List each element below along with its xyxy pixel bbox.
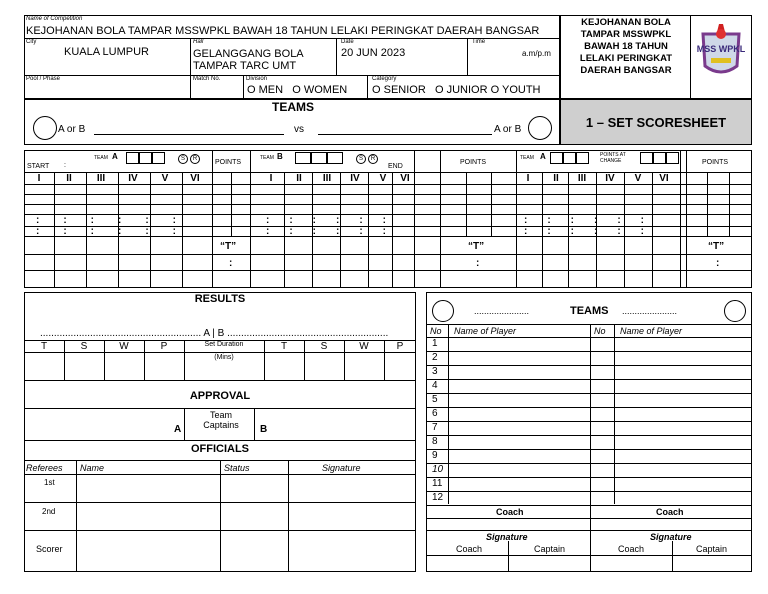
roster-teams-title: TEAMS — [570, 305, 609, 317]
divider — [250, 150, 251, 288]
approval-title: APPROVAL — [189, 390, 251, 402]
divider — [336, 38, 337, 75]
scorer-label: Scorer — [36, 544, 63, 554]
roster-player-label-b: Name of Player — [620, 326, 683, 336]
hall-value-line2[interactable]: TAMPAR TARC UMT — [193, 60, 297, 72]
team-b-label: TEAM — [260, 155, 274, 161]
second-referee-label: 2nd — [42, 507, 56, 516]
city-value[interactable]: KUALA LUMPUR — [64, 46, 149, 58]
pos-5-b: V — [379, 173, 387, 184]
team-b-box-2[interactable] — [311, 152, 327, 164]
divider — [467, 38, 468, 75]
roster-row-number: 9 — [432, 450, 438, 461]
divider — [516, 150, 517, 288]
approval-b: B — [260, 424, 268, 435]
divider — [426, 505, 752, 506]
colon-markers-row3: :::::: — [266, 215, 406, 226]
colon-markers-row2: :::::: — [36, 226, 200, 237]
set-duration-label: Set Duration — [204, 341, 244, 348]
start-colon: : — [64, 162, 66, 169]
col-s-b: S — [320, 341, 328, 352]
colon-markers-row1: :::::: — [36, 215, 200, 226]
team-captains-label: Team Captains — [203, 410, 239, 430]
officials-title: OFFICIALS — [190, 443, 250, 455]
col-p-b: P — [396, 341, 404, 352]
roster-captain-b: Captain — [696, 544, 728, 554]
divider — [426, 351, 752, 352]
team-right-line[interactable] — [318, 134, 492, 135]
pos-6-b: VI — [400, 173, 410, 184]
divider — [76, 460, 77, 572]
divider — [508, 541, 509, 572]
divider — [243, 75, 244, 99]
status-label: Status — [224, 463, 250, 473]
competition-label: Name of Competition — [26, 16, 83, 22]
divider — [426, 435, 752, 436]
team-right-circle[interactable] — [528, 116, 552, 140]
divider — [24, 270, 752, 271]
match-label: Match No. — [193, 76, 221, 82]
pos-5-a: V — [161, 173, 169, 184]
roster-row-number: 3 — [432, 366, 438, 377]
divider — [729, 172, 730, 236]
results-ab-row: .......................................................... A | B .......................................................... — [40, 328, 389, 339]
divider — [426, 379, 752, 380]
event-title: KEJOHANAN BOLA TAMPAR MSSWPKL BAWAH 18 TAHUN LELAKI PERINGKAT DAERAH BANGSAR — [579, 17, 673, 76]
roster-row-number: 6 — [432, 408, 438, 419]
roster-teams-dots-left: ...................... — [474, 306, 530, 316]
pos-2-b: II — [296, 173, 302, 184]
receive-mark-b[interactable]: R — [368, 154, 378, 164]
divider — [426, 555, 752, 556]
divider — [24, 184, 752, 185]
timeout-colon-c: : — [716, 258, 720, 269]
roster-left-circle[interactable] — [432, 300, 454, 322]
results-title: RESULTS — [194, 293, 246, 305]
pos-6-c: VI — [659, 173, 669, 184]
team-a-box-3[interactable] — [152, 152, 165, 164]
roster-row-number: 1 — [432, 338, 438, 349]
divider — [426, 421, 752, 422]
pos-3-c: III — [577, 173, 587, 184]
change-box-2[interactable] — [653, 152, 666, 164]
roster-row-number: 10 — [432, 464, 444, 475]
divider — [426, 324, 752, 325]
divider — [672, 541, 673, 572]
pos-6-a: VI — [190, 173, 200, 184]
roster-no-label-b: No — [594, 326, 606, 336]
divider — [254, 408, 255, 440]
pos-3-a: III — [96, 173, 106, 184]
division-options[interactable]: O MEN O WOMEN — [247, 84, 348, 96]
divider — [426, 518, 752, 519]
timeout-mark-a: “T” — [220, 241, 237, 252]
ab-right-label: A or B — [494, 124, 522, 135]
pos-4-a: IV — [128, 173, 138, 184]
start-label: START — [27, 163, 50, 170]
receive-mark-a[interactable]: R — [190, 154, 200, 164]
divider — [24, 75, 560, 76]
team-a-letter-1: A — [112, 152, 118, 161]
divider — [212, 150, 213, 288]
points-change-label: POINTS AT CHANGE — [600, 152, 626, 164]
roster-coach-a: Coach — [456, 544, 483, 554]
pool-label: Pool / Phase — [26, 76, 61, 82]
col-s-a: S — [80, 341, 88, 352]
teams-title: TEAMS — [272, 100, 314, 114]
roster-no-label-a: No — [430, 326, 442, 336]
roster-row-number: 11 — [432, 478, 443, 489]
competition-name[interactable]: KEJOHANAN BOLA TAMPAR MSSWPKL BAWAH 18 TAHUN LELAKI PERINGKAT DAERAH BANGSAR — [26, 25, 540, 37]
divider — [690, 15, 691, 99]
hall-value-line1[interactable]: GELANGGANG BOLA — [193, 48, 304, 60]
pos-1-a: I — [37, 173, 41, 184]
serve-mark-a[interactable]: S — [178, 154, 188, 164]
divider — [440, 150, 441, 288]
col-t-b: T — [280, 341, 288, 352]
team-b-box-1[interactable] — [295, 152, 311, 164]
signature-label-a: Signature — [486, 532, 528, 542]
coach-label-b: Coach — [656, 507, 684, 517]
divider — [426, 463, 752, 464]
roster-right-circle[interactable] — [724, 300, 746, 322]
team-a-letter-2: A — [540, 152, 546, 161]
signature-label-b: Signature — [650, 532, 692, 542]
time-label: Time — [472, 39, 486, 45]
divider — [686, 150, 687, 288]
colon-markers-row6: :::::: — [524, 226, 664, 237]
pos-4-b: IV — [350, 173, 360, 184]
divider — [24, 254, 752, 255]
approval-a: A — [174, 424, 182, 435]
first-referee-label: 1st — [44, 478, 55, 487]
roster-row-number: 5 — [432, 394, 438, 405]
divider — [24, 194, 752, 195]
team-a-box-1[interactable] — [126, 152, 139, 164]
divider — [24, 352, 416, 353]
pos-2-a: II — [66, 173, 72, 184]
divider — [288, 460, 289, 572]
serve-mark-b[interactable]: S — [356, 154, 366, 164]
roster-row-number: 12 — [432, 492, 444, 503]
team-a2-box-1[interactable] — [550, 152, 563, 164]
divider — [426, 449, 752, 450]
svg-text:MSS WPKL: MSS WPKL — [697, 44, 745, 54]
col-p-a: P — [160, 341, 168, 352]
colon-markers-row4: :::::: — [266, 226, 406, 237]
signature-label: Signature — [322, 463, 361, 473]
divider — [426, 491, 752, 492]
pos-5-c: V — [634, 173, 642, 184]
sheet-title: 1 – SET SCORESHEET — [585, 114, 727, 130]
team-b-letter: B — [277, 152, 283, 161]
col-w-a: W — [119, 341, 129, 352]
roster-row-number: 8 — [432, 436, 438, 447]
timeout-colon-a: : — [229, 258, 233, 269]
divider — [24, 380, 416, 381]
city-label: City — [26, 39, 37, 45]
pos-1-b: I — [269, 173, 273, 184]
divider — [426, 365, 752, 366]
divider — [231, 172, 232, 236]
roster-row-number: 4 — [432, 380, 438, 391]
category-label: Category — [372, 76, 397, 82]
divider — [220, 460, 221, 572]
division-label: Division — [246, 76, 268, 82]
team-left-line[interactable] — [94, 134, 284, 135]
divider — [414, 150, 415, 288]
roster-coach-b: Coach — [618, 544, 645, 554]
date-value[interactable]: 20 JUN 2023 — [341, 47, 406, 59]
divider — [426, 477, 752, 478]
divider — [190, 38, 191, 99]
timeout-colon-b: : — [476, 258, 480, 269]
name-label: Name — [80, 463, 105, 473]
colon-markers-row5: :::::: — [524, 215, 664, 226]
team-left-circle[interactable] — [33, 116, 57, 140]
divider — [24, 440, 416, 441]
divider — [680, 150, 681, 288]
roster-row-number: 7 — [432, 422, 438, 433]
points-label-c: POINTS — [702, 159, 729, 166]
divider — [24, 204, 752, 205]
divider — [426, 407, 752, 408]
points-label-a: POINTS — [215, 159, 242, 166]
col-t-a: T — [40, 341, 48, 352]
pos-2-c: II — [553, 173, 559, 184]
points-label-b: POINTS — [460, 159, 487, 166]
ab-left-label: A or B — [58, 124, 86, 135]
timeout-mark-b: “T” — [468, 241, 485, 252]
col-w-b: W — [359, 341, 369, 352]
pos-4-c: IV — [605, 173, 615, 184]
team-b-box-3[interactable] — [327, 152, 343, 164]
date-label: Date — [341, 39, 354, 45]
pos-1-c: I — [526, 173, 530, 184]
team-a-box-2[interactable] — [139, 152, 152, 164]
category-options[interactable]: O SENIOR O JUNIOR O YOUTH — [372, 84, 541, 96]
team-a-label-2: TEAM — [520, 155, 534, 161]
coach-label-a: Coach — [496, 507, 524, 517]
change-box-1[interactable] — [640, 152, 653, 164]
vs-label: vs — [294, 124, 304, 135]
divider — [426, 393, 752, 394]
divider — [426, 530, 752, 531]
divider — [466, 172, 467, 236]
divider — [367, 75, 368, 99]
roster-row-number: 2 — [432, 352, 438, 363]
divider — [24, 408, 416, 409]
hall-label: Hall — [193, 39, 204, 45]
team-a-label-1: TEAM — [94, 155, 108, 161]
pos-3-b: III — [322, 173, 332, 184]
roster-captain-a: Captain — [534, 544, 566, 554]
roster-player-label-a: Name of Player — [454, 326, 517, 336]
divider — [184, 408, 185, 440]
divider — [491, 172, 492, 236]
duration-unit: (Mins) — [214, 354, 234, 361]
team-a2-box-2[interactable] — [563, 152, 576, 164]
roster-teams-dots-right: ...................... — [622, 306, 678, 316]
time-unit[interactable]: a.m/p.m — [522, 49, 551, 58]
divider — [707, 172, 708, 236]
result-b-label: B — [217, 328, 225, 339]
change-box-3[interactable] — [666, 152, 679, 164]
mss-logo — [697, 22, 745, 82]
timeout-mark-c: “T” — [708, 241, 725, 252]
result-a-label: A — [203, 328, 210, 339]
end-label: END — [388, 163, 403, 170]
referees-label: Referees — [26, 463, 63, 473]
sheet-title-box — [560, 99, 752, 145]
team-a2-box-3[interactable] — [576, 152, 589, 164]
